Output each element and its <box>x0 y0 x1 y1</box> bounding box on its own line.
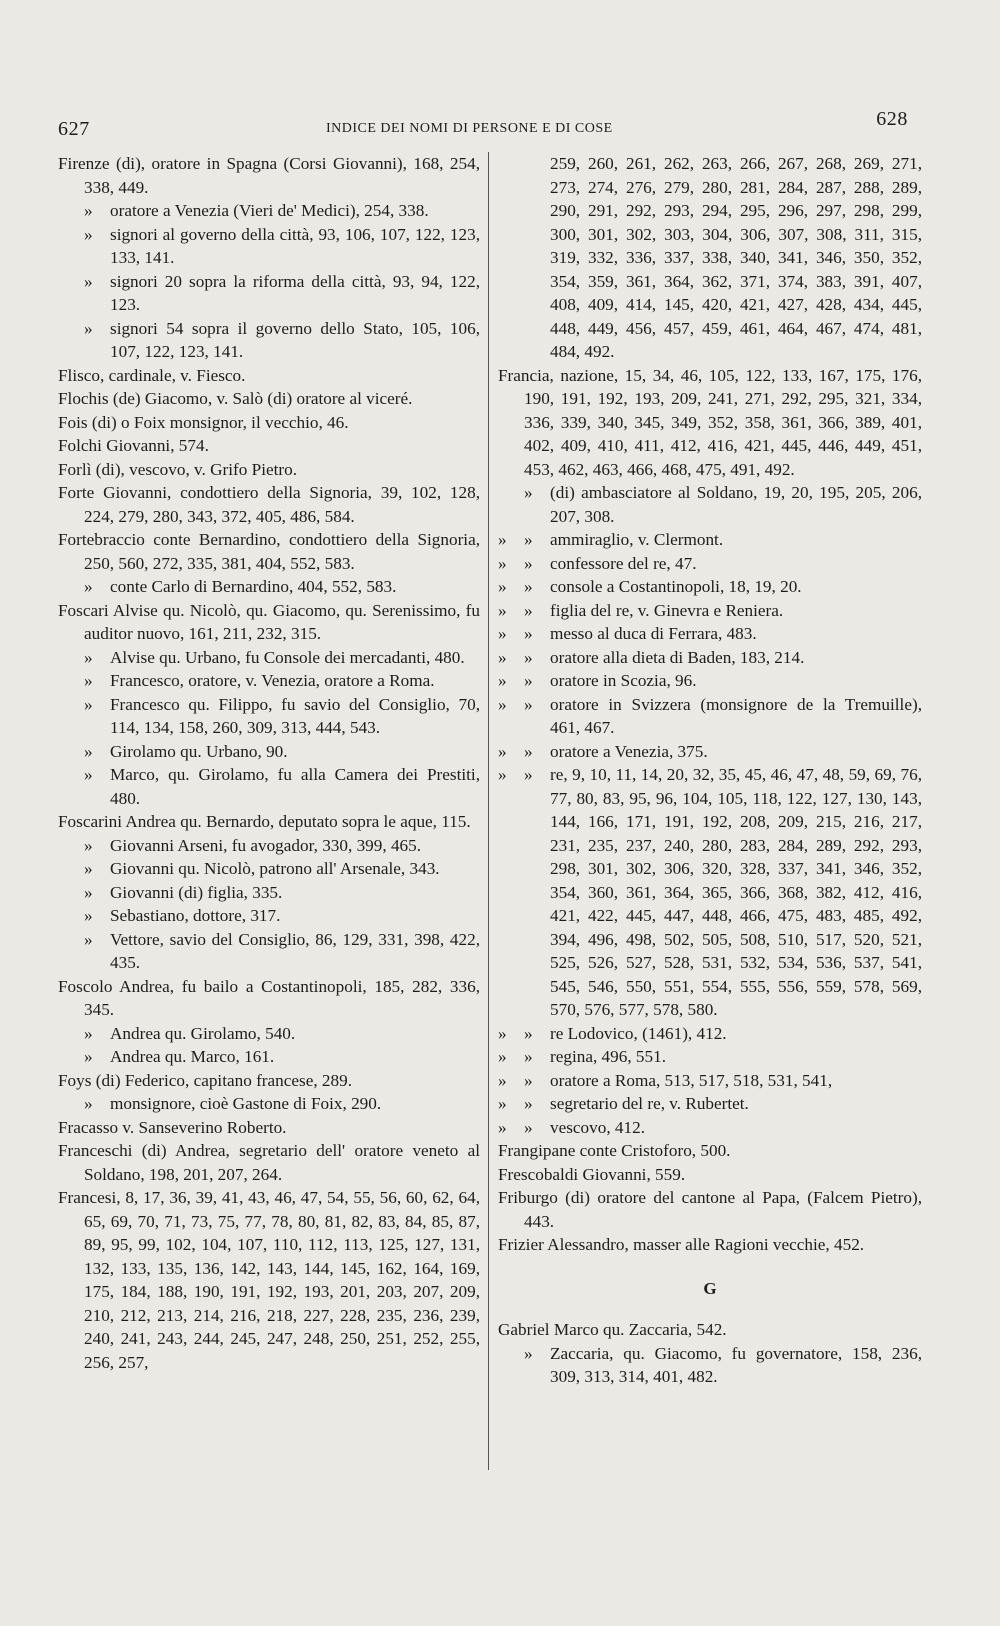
index-entry <box>58 152 480 199</box>
index-entry <box>498 364 922 482</box>
index-subentry <box>58 1045 480 1069</box>
index-subentry <box>58 575 480 599</box>
index-subentry <box>58 199 480 223</box>
ditto-mark: » <box>84 1023 93 1043</box>
entry-text: signori al governo della città, 93, 106, 107, 122, 123, 133, 141. <box>110 224 480 267</box>
index-subentry <box>498 552 922 576</box>
entry-text: Vettore, savio del Consiglio, 86, 129, 331, 398, 422, 435. <box>110 929 480 972</box>
ditto-mark: » » <box>498 624 533 643</box>
index-subentry <box>58 317 480 364</box>
entry-text: Folchi Giovanni, 574. <box>58 436 209 455</box>
entry-text: Alvise qu. Urbano, fu Console dei mercadanti, 480. <box>110 647 465 667</box>
ditto-mark: » <box>524 483 533 502</box>
ditto-mark: » <box>84 224 93 244</box>
index-entry <box>58 481 480 528</box>
entry-text: Girolamo qu. Urbano, 90. <box>110 741 288 761</box>
entry-text: Andrea qu. Girolamo, 540. <box>110 1023 296 1043</box>
index-subentry <box>58 834 480 858</box>
index-subentry <box>498 1045 922 1069</box>
entry-text: oratore a Venezia (Vieri de' Medici), 254, 338. <box>110 201 429 220</box>
entry-text: ammiraglio, v. Clermont. <box>550 530 724 549</box>
entry-text: Francesi, 8, 17, 36, 39, 41, 43, 46, 47, 54, 55, 56, 60, 62, 64, 65, 69, 70, 71, 73, 75, 77, 78, 80, 81, 82, 83, 84, 85, 87, 89, 95, 99, 102, 104, 107, 110, 112, 113, 125, 127, 131, 132, 133, 135, 136, 142, 143, 144, 145, 162, 164, 169, 175, 184, 188, 190, 191, 192, 193, 201, 203, 207, 209, 210, 212, 213, 214, 216, 218, 227, 228, 235, 236, 239, 240, 241, 243, 244, 245, 247, 248, 250, 251, 252, 255, 256, 257, <box>58 1188 480 1372</box>
entry-text: Marco, qu. Girolamo, fu alla Camera dei Prestiti, 480. <box>110 765 480 808</box>
ditto-mark: » <box>84 835 93 855</box>
ditto-mark: » » <box>498 1070 533 1090</box>
ditto-mark: » » <box>498 765 533 784</box>
ditto-mark: » <box>84 741 93 761</box>
entry-text: Fois (di) o Foix monsignor, il vecchio, 46. <box>58 412 349 432</box>
entry-text: Foscari Alvise qu. Nicolò, qu. Giacomo, qu. Serenissimo, fu auditor nuovo, 161, 211, 232, 315. <box>58 600 480 643</box>
ditto-mark: » <box>84 694 93 714</box>
ditto-mark: » <box>84 906 93 925</box>
entry-text: Zaccaria, qu. Giacomo, fu governatore, 158, 236, 309, 313, 314, 401, 482. <box>550 1343 922 1386</box>
entry-text: messo al duca di Ferrara, 483. <box>550 624 757 643</box>
index-entry <box>58 599 480 646</box>
entry-text: Flochis (de) Giacomo, v. Salò (di) oratore al viceré. <box>58 389 413 408</box>
index-entry <box>498 1233 922 1257</box>
entry-text: Foscolo Andrea, fu bailo a Costantinopoli, 185, 282, 336, 345. <box>58 976 480 1019</box>
entry-text: monsignore, cioè Gastone di Foix, 290. <box>110 1094 382 1113</box>
entry-text: console a Costantinopoli, 18, 19, 20. <box>550 577 802 596</box>
index-subentry <box>498 1069 922 1093</box>
index-subentry <box>498 693 922 740</box>
right-page-number: 628 <box>876 108 908 130</box>
index-subentry <box>498 763 922 1022</box>
index-subentry <box>498 528 922 552</box>
entry-text: Frangipane conte Cristoforo, 500. <box>498 1141 731 1160</box>
ditto-mark: » <box>84 201 93 220</box>
index-subentry <box>498 669 922 693</box>
right-column <box>498 152 922 1389</box>
ditto-mark: » » <box>498 1047 533 1066</box>
index-subentry <box>498 1342 922 1389</box>
ditto-mark: » <box>524 1343 533 1363</box>
index-entry <box>498 1163 922 1187</box>
index-entry <box>58 1069 480 1093</box>
entry-text: Giovanni Arseni, fu avogador, 330, 399, 465. <box>110 835 422 855</box>
entry-text: signori 20 sopra la riforma della città, 93, 94, 122, 123. <box>110 271 480 314</box>
index-subentry <box>58 740 480 764</box>
ditto-mark: » <box>84 882 93 902</box>
index-subentry <box>58 1092 480 1116</box>
entry-text: Frescobaldi Giovanni, 559. <box>498 1164 686 1184</box>
entry-text: Foscarini Andrea qu. Bernardo, deputato sopra le aque, 115. <box>58 812 471 831</box>
entry-text: conte Carlo di Bernardino, 404, 552, 583. <box>110 577 397 596</box>
entry-text: Friburgo (di) oratore del cantone al Papa, (Falcem Pietro), 443. <box>498 1188 922 1231</box>
index-subentry <box>498 622 922 646</box>
ditto-mark: » » <box>498 647 533 667</box>
index-entry <box>58 411 480 435</box>
ditto-mark: » » <box>498 741 533 761</box>
entry-text: Foys (di) Federico, capitano francese, 289. <box>58 1070 353 1090</box>
index-entry <box>58 975 480 1022</box>
entry-text: confessore del re, 47. <box>550 553 697 573</box>
index-subentry <box>498 1116 922 1140</box>
entry-text: re, 9, 10, 11, 14, 20, 32, 35, 45, 46, 47, 48, 59, 69, 76, 77, 80, 83, 95, 96, 104, 105, 118, 122, 127, 130, 143, 144, 166, 171, 191, 192, 208, 209, 215, 216, 217, 231, 235, 237, 240, 280, 283, 284, 289, 292, 293, 298, 301, 302, 306, 320, 328, 337, 341, 346, 352, 354, 360, 361, 364, 365, 366, 368, 382, 412, 416, 421, 422, 445, 447, 448, 466, 475, 483, 485, 492, 394, 496, 498, 502, 505, 508, 510, 517, 520, 521, 525, 526, 527, 528, 531, 532, 534, 536, 537, 541, 545, 546, 550, 551, 554, 555, 556, 559, 578, 569, 570, 576, 577, 578, 580. <box>550 765 922 1019</box>
index-entry <box>58 458 480 482</box>
index-entry <box>58 810 480 834</box>
index-subentry <box>58 693 480 740</box>
entry-text: Francesco qu. Filippo, fu savio del Consiglio, 70, 114, 134, 158, 260, 309, 313, 444, 543. <box>110 694 480 737</box>
index-subentry <box>58 1022 480 1046</box>
left-column <box>58 152 480 1374</box>
entry-text: Frizier Alessandro, masser alle Ragioni vecchie, 452. <box>498 1235 865 1254</box>
index-entry <box>498 1139 922 1163</box>
index-subentry <box>58 270 480 317</box>
ditto-mark: » <box>84 1047 93 1066</box>
index-entry <box>58 1139 480 1186</box>
index-entry <box>58 1116 480 1140</box>
index-subentry <box>58 223 480 270</box>
entry-text: Fracasso v. Sanseverino Roberto. <box>58 1117 287 1137</box>
entry-text: Francesco, oratore, v. Venezia, oratore a Roma. <box>110 671 435 690</box>
ditto-mark: » <box>84 1094 93 1113</box>
ditto-mark: » » <box>498 577 533 596</box>
ditto-mark: » <box>84 859 93 878</box>
index-subentry <box>58 857 480 881</box>
ditto-mark: » <box>84 765 93 784</box>
ditto-mark: » » <box>498 694 533 714</box>
entry-text: Andrea qu. Marco, 161. <box>110 1047 275 1066</box>
index-subentry <box>498 575 922 599</box>
index-entry <box>58 1186 480 1374</box>
ditto-mark: » » <box>498 1117 533 1137</box>
index-subentry <box>498 740 922 764</box>
section-letter: G <box>703 1278 717 1298</box>
entry-text: re Lodovico, (1461), 412. <box>550 1023 727 1043</box>
entry-text: Giovanni qu. Nicolò, patrono all' Arsenale, 343. <box>110 859 440 878</box>
running-title: INDICE DEI NOMI DI PERSONE E DI COSE <box>326 121 613 136</box>
index-subentry <box>58 928 480 975</box>
entry-text: segretario del re, v. Rubertet. <box>550 1094 749 1113</box>
entry-text: oratore a Venezia, 375. <box>550 741 708 761</box>
index-subentry <box>498 481 922 528</box>
index-subentry <box>58 881 480 905</box>
entry-text: (di) ambasciatore al Soldano, 19, 20, 195, 205, 206, 207, 308. <box>550 483 922 526</box>
entry-text: Flisco, cardinale, v. Fiesco. <box>58 365 246 385</box>
ditto-mark: » » <box>498 530 533 549</box>
ditto-mark: » <box>84 318 93 338</box>
entry-text: vescovo, 412. <box>550 1117 645 1137</box>
ditto-mark: » » <box>498 1023 533 1043</box>
entry-text: Forlì (di), vescovo, v. Grifo Pietro. <box>58 459 297 479</box>
index-subentry <box>498 646 922 670</box>
entry-text: signori 54 sopra il governo dello Stato, 105, 106, 107, 122, 123, 141. <box>110 318 480 361</box>
entry-text: oratore in Svizzera (monsignore de la Tremuille), 461, 467. <box>550 694 922 737</box>
entry-text: oratore in Scozia, 96. <box>550 671 697 690</box>
ditto-mark: » <box>84 671 93 690</box>
index-entry <box>498 1186 922 1233</box>
index-subentry <box>498 599 922 623</box>
entry-text: Sebastiano, dottore, 317. <box>110 906 281 925</box>
index-subentry <box>58 763 480 810</box>
index-subentry <box>498 1092 922 1116</box>
index-entry <box>58 528 480 575</box>
entry-text: Franceschi (di) Andrea, segretario dell' oratore veneto al Soldano, 198, 201, 207, 264. <box>58 1141 480 1184</box>
index-subentry <box>498 1022 922 1046</box>
entry-text: regina, 496, 551. <box>550 1047 666 1066</box>
entry-text: oratore alla dieta di Baden, 183, 214. <box>550 647 805 667</box>
ditto-mark: » » <box>498 671 533 690</box>
entry-text: Forte Giovanni, condottiero della Signoria, 39, 102, 128, 224, 279, 280, 343, 372, 405, 486, 584. <box>58 483 480 526</box>
entry-text: Giovanni (di) figlia, 335. <box>110 882 283 902</box>
entry-text: Firenze (di), oratore in Spagna (Corsi Giovanni), 168, 254, 338, 449. <box>58 154 480 197</box>
ditto-mark: » » <box>498 600 533 620</box>
entry-text: 259, 260, 261, 262, 263, 266, 267, 268, 269, 271, 273, 274, 276, 279, 280, 281, 284, 287, 288, 289, 290, 291, 292, 293, 294, 295, 296, 297, 298, 299, 300, 301, 302, 303, 304, 306, 307, 308, 311, 315, 319, 332, 336, 337, 338, 340, 341, 346, 350, 352, 354, 359, 361, 364, 362, 371, 374, 383, 391, 407, 408, 409, 414, 145, 420, 421, 427, 428, 434, 445, 448, 449, 456, 457, 459, 461, 464, 467, 474, 481, 484, 492. <box>550 154 922 361</box>
ditto-mark: » <box>84 577 93 596</box>
left-page-number: 627 <box>58 118 90 140</box>
entry-text: Francia, nazione, 15, 34, 46, 105, 122, 133, 167, 175, 176, 190, 191, 192, 193, 209, 241, 271, 292, 295, 321, 334, 336, 339, 340, 345, 349, 352, 358, 361, 366, 389, 401, 402, 409, 410, 411, 412, 416, 421, 445, 446, 449, 451, 453, 462, 463, 466, 468, 475, 491, 492. <box>498 365 922 479</box>
ditto-mark: » <box>84 271 93 291</box>
index-subentry <box>58 669 480 693</box>
ditto-mark: » <box>84 929 93 949</box>
ditto-mark: » » <box>498 553 533 573</box>
ditto-mark: » <box>84 647 93 667</box>
entry-text: oratore a Roma, 513, 517, 518, 531, 541, <box>550 1070 833 1090</box>
index-entry <box>58 364 480 388</box>
column-divider <box>488 152 489 1470</box>
entry-text: Gabriel Marco qu. Zaccaria, 542. <box>498 1320 727 1339</box>
page-header <box>58 108 908 140</box>
index-entry <box>58 387 480 411</box>
entry-text: Fortebraccio conte Bernardino, condottiero della Signoria, 250, 560, 272, 335, 381, 404, 552, 583. <box>58 530 480 573</box>
index-entry <box>58 434 480 458</box>
index-subentry <box>58 646 480 670</box>
index-subentry <box>58 904 480 928</box>
ditto-mark: » » <box>498 1094 533 1113</box>
entry-text: figlia del re, v. Ginevra e Reniera. <box>550 600 784 620</box>
index-entry <box>498 1318 922 1342</box>
index-entry-continuation <box>498 152 922 364</box>
